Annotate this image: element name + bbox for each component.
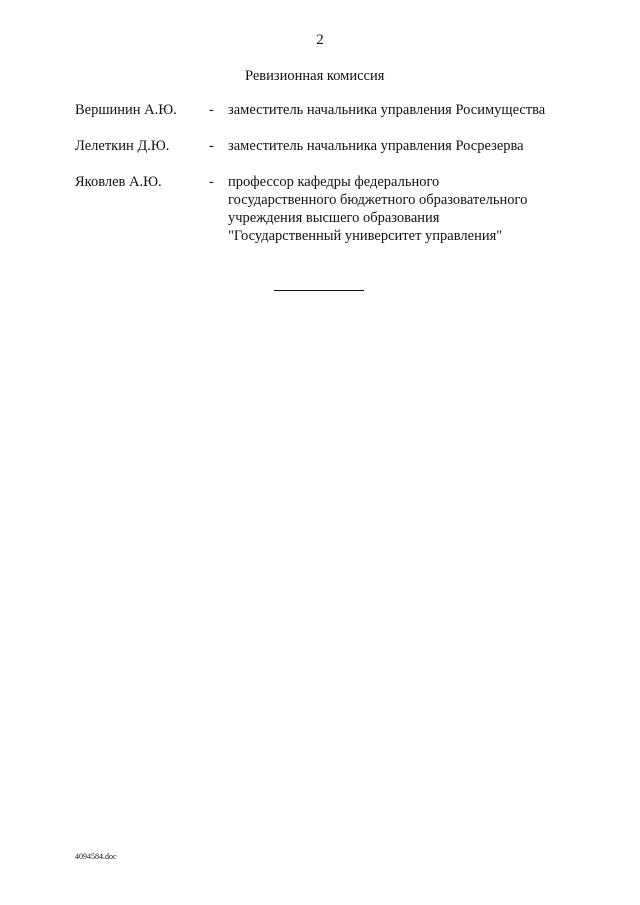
member-position-line: учреждения высшего образования: [228, 210, 440, 226]
member-position-line: профессор кафедры федерального: [228, 174, 440, 190]
member-position: [228, 101, 588, 119]
member-position: [228, 173, 588, 245]
member-position-line: заместитель начальника управления Росрезерва: [228, 138, 524, 154]
member-dash: -: [209, 102, 214, 118]
member-name: Вершинин А.Ю.: [75, 102, 177, 118]
page-number: 2: [316, 32, 324, 48]
document-id-footer: 4094584.doc: [75, 852, 117, 861]
member-position-line: заместитель начальника управления Росимущества: [228, 102, 546, 118]
member-dash: -: [209, 138, 214, 154]
member-position-line: государственного бюджетного образовательного: [228, 192, 528, 208]
member-dash: -: [209, 174, 214, 190]
section-title: Ревизионная комиссия: [245, 68, 385, 84]
member-name: Яковлев А.Ю.: [75, 174, 162, 190]
member-name: Лелеткин Д.Ю.: [75, 138, 170, 154]
end-of-list-rule: [274, 290, 364, 291]
member-position-line: "Государственный университет управления": [228, 228, 503, 244]
member-position: [228, 137, 588, 155]
